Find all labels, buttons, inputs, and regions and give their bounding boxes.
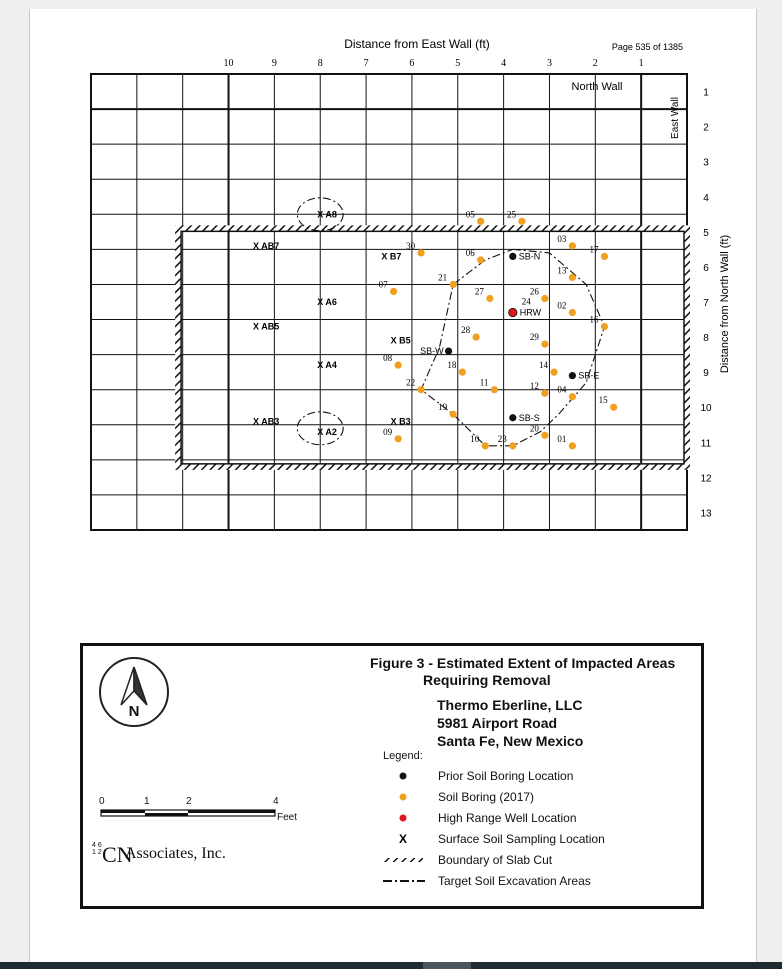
soil-boring-label: 30 [406, 240, 416, 251]
soil-boring-label: 04 [557, 384, 567, 395]
soil-boring-marker [569, 442, 576, 449]
top-tick-label: 4 [501, 58, 507, 69]
prior-boring-marker [569, 372, 576, 379]
soil-boring-marker [569, 274, 576, 281]
soil-boring-marker [390, 288, 397, 295]
surface-sample-label: X B3 [390, 416, 411, 427]
x-mark-icon [379, 829, 425, 850]
logo-text: Associates, Inc. [125, 845, 226, 862]
surface-soil-sample [253, 416, 279, 426]
soil-boring-label: 13 [557, 265, 567, 276]
legend-item [379, 787, 689, 808]
top-tick-label: 10 [223, 58, 234, 69]
surface-sample-label: X A6 [317, 297, 337, 307]
soil-boring-label: 22 [406, 377, 416, 388]
right-tick-label: 8 [703, 333, 709, 345]
figure-title-line1: Figure 3 - Estimated Extent of Impacted Areas [370, 655, 676, 671]
soil-boring-label: 17 [589, 244, 599, 255]
viewer-scrollbar[interactable] [0, 962, 782, 969]
soil-boring-marker [509, 442, 516, 449]
surface-sample-label: X AB3 [253, 416, 280, 427]
right-tick-label: 5 [703, 227, 709, 239]
soil-boring-label: 19 [438, 402, 448, 413]
surface-sample-label: X A2 [317, 426, 337, 437]
soil-boring-label: 02 [557, 300, 567, 311]
hatched-line-icon [379, 850, 425, 871]
red-dot-icon [379, 808, 425, 829]
soil-boring-marker [601, 253, 608, 260]
prior-boring-label: SB-E [578, 370, 600, 381]
soil-boring-label: 21 [438, 272, 448, 283]
legend-item [379, 808, 689, 829]
legend-item-label: Soil Boring (2017) [438, 790, 535, 804]
right-tick-label: 10 [700, 403, 712, 415]
soil-boring-marker [518, 218, 525, 225]
soil-boring-marker [477, 256, 484, 263]
prior-boring-marker [509, 414, 516, 421]
company-block [437, 696, 583, 750]
legend-item-label: Surface Soil Sampling Location [438, 832, 605, 846]
top-tick-label: 1 [638, 58, 644, 69]
soil-boring-label: 03 [557, 233, 567, 244]
soil-boring-marker [569, 242, 576, 249]
surface-sample-label: X A8 [317, 209, 337, 220]
surface-soil-sample [391, 416, 411, 426]
surface-soil-sample [253, 322, 279, 332]
legend-heading: Legend: [383, 750, 423, 762]
soil-boring-marker [417, 386, 424, 393]
soil-boring-marker [473, 333, 480, 340]
soil-boring-label: 07 [378, 279, 388, 290]
soil-boring-label: 09 [383, 426, 393, 437]
soil-boring-label: 25 [506, 209, 516, 220]
orange-dot-icon [379, 787, 425, 808]
soil-boring-label: 15 [598, 395, 608, 406]
legend-item-label: Boundary of Slab Cut [438, 853, 553, 867]
surface-soil-sample [317, 427, 337, 437]
company-logo [92, 840, 262, 870]
soil-boring-marker [486, 295, 493, 302]
surface-sample-label: X AB5 [253, 321, 280, 332]
top-tick-label: 3 [546, 58, 552, 69]
soil-boring-label: 06 [465, 247, 475, 258]
soil-boring-label: 01 [557, 433, 567, 444]
right-tick-label: 6 [703, 262, 709, 274]
soil-boring-label: 18 [447, 360, 457, 371]
surface-sample-label: X AB7 [253, 240, 280, 251]
prior-boring-label: SB-S [518, 412, 540, 423]
surface-soil-sample [317, 360, 337, 370]
legend-item-label: Target Soil Excavation Areas [438, 874, 591, 888]
soil-boring-marker [569, 393, 576, 400]
legend-list [379, 766, 689, 892]
surface-soil-sample [391, 336, 411, 346]
soil-boring-label: 28 [461, 325, 471, 336]
right-axis-title: Distance from North Wall (ft) [719, 234, 731, 374]
scale-unit: Feet [277, 812, 298, 823]
figure-title [370, 655, 700, 689]
company-name: Thermo Eberline, LLC [437, 697, 583, 713]
right-tick-label: 2 [703, 122, 709, 134]
surface-sample-label: X A4 [317, 360, 337, 371]
soil-boring-label: 29 [529, 332, 539, 343]
soil-boring-marker [482, 442, 489, 449]
page-indicator: Page 535 of 1385 [611, 42, 683, 52]
north-wall-label: North Wall [571, 81, 623, 93]
soil-boring-marker [541, 340, 548, 347]
north-label: N [128, 703, 140, 720]
high-range-well-label: HRW [519, 307, 542, 318]
soil-boring-marker [395, 435, 402, 442]
figure-title-line2: Requiring Removal [423, 672, 551, 688]
right-tick-label: 11 [700, 438, 712, 450]
top-tick-label: 9 [271, 58, 277, 69]
east-wall-label: East Wall [670, 97, 681, 139]
top-axis-title: Distance from East Wall (ft) [344, 37, 490, 51]
surface-sample-label: X B5 [390, 335, 411, 346]
soil-boring-marker [450, 411, 457, 418]
prior-boring-label: SB-N [518, 251, 541, 262]
soil-boring-label: 10 [470, 433, 480, 444]
soil-boring-label: 16 [589, 314, 599, 325]
surface-soil-sample [317, 209, 337, 219]
legend-item [379, 829, 689, 850]
surface-soil-sample [317, 297, 337, 307]
north-arrow-icon [99, 657, 169, 727]
scrollbar-thumb[interactable] [423, 962, 471, 969]
high-range-well-number: 24 [521, 296, 531, 307]
soil-boring-label: 20 [529, 423, 539, 434]
surface-sample-label: X B7 [381, 251, 402, 262]
top-tick-label: 7 [363, 58, 369, 69]
soil-boring-marker [395, 362, 402, 369]
prior-boring-marker [509, 253, 516, 260]
soil-boring-label: 12 [529, 381, 539, 392]
soil-boring-marker [417, 249, 424, 256]
soil-boring-marker [541, 432, 548, 439]
logo-cn: CN [102, 842, 133, 867]
scale-tick-4: 4 [273, 796, 279, 807]
top-tick-label: 2 [592, 58, 598, 69]
right-tick-label: 13 [700, 508, 712, 520]
scale-tick-0: 0 [99, 796, 105, 807]
soil-boring-label: 11 [479, 377, 489, 388]
company-address: 5981 Airport Road [437, 715, 558, 731]
legend-item-label: Prior Soil Boring Location [438, 769, 574, 783]
right-tick-label: 4 [703, 192, 709, 204]
soil-boring-marker [450, 281, 457, 288]
scale-tick-2: 2 [186, 796, 192, 807]
high-range-well-marker [509, 308, 517, 316]
soil-boring-marker [459, 369, 466, 376]
company-city: Santa Fe, New Mexico [437, 733, 584, 749]
soil-boring-marker [541, 295, 548, 302]
right-tick-label: 3 [703, 157, 709, 169]
svg-text:X: X [398, 832, 408, 846]
legend-item [379, 766, 689, 787]
soil-boring-marker [610, 404, 617, 411]
soil-boring-marker [477, 218, 484, 225]
soil-boring-label: 14 [539, 360, 549, 371]
soil-boring-marker [491, 386, 498, 393]
soil-boring-label: 23 [497, 433, 507, 444]
soil-boring-marker [601, 323, 608, 330]
dash-dot-line-icon [379, 871, 425, 892]
prior-boring-marker [445, 348, 452, 355]
legend-item [379, 850, 689, 871]
top-tick-label: 6 [409, 58, 415, 69]
legend-item-label: High Range Well Location [438, 811, 577, 825]
right-tick-label: 12 [700, 473, 712, 485]
right-tick-label: 1 [703, 87, 709, 99]
soil-boring-marker [569, 309, 576, 316]
soil-boring-marker [541, 390, 548, 397]
soil-boring-label: 08 [383, 353, 393, 364]
right-tick-label: 9 [703, 368, 709, 380]
soil-boring-label: 27 [474, 286, 484, 297]
right-tick-label: 7 [703, 298, 709, 309]
top-tick-label: 8 [317, 58, 323, 69]
prior-boring-label: SB-W [420, 346, 444, 357]
legend-item [379, 871, 689, 892]
soil-boring-label: 26 [529, 286, 539, 297]
legend-panel [80, 643, 704, 909]
black-dot-icon [379, 766, 425, 787]
logo-small-text: 4 6 1 2 [92, 842, 102, 856]
scale-bar [99, 796, 309, 836]
soil-boring-label: 05 [465, 209, 475, 220]
scale-tick-1: 1 [144, 796, 150, 807]
surface-soil-sample [381, 251, 401, 261]
top-tick-label: 5 [455, 58, 461, 69]
soil-boring-marker [550, 369, 557, 376]
surface-soil-sample [253, 241, 279, 251]
